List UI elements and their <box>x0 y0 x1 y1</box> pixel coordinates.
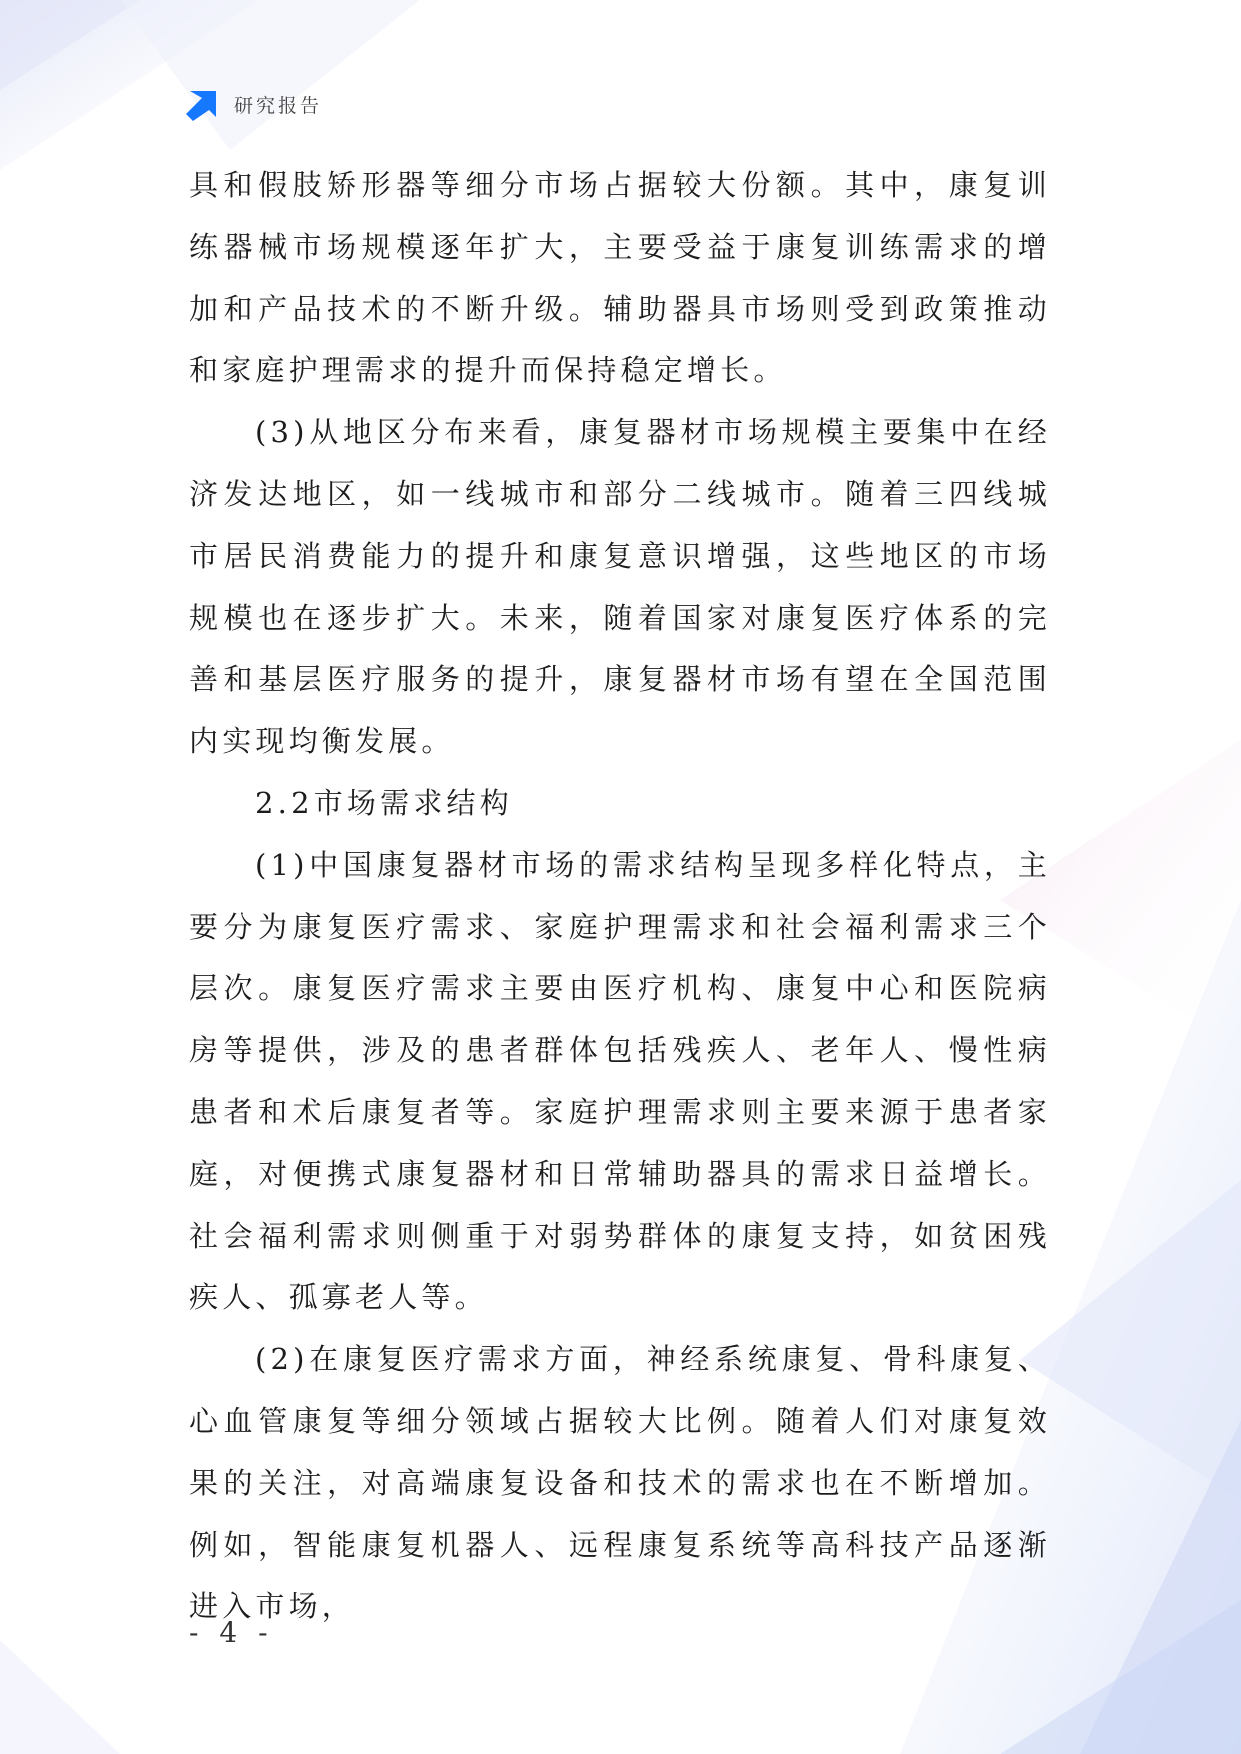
page-number: - 4 - <box>189 1616 274 1649</box>
paragraph-medical-demand: (2)在康复医疗需求方面，神经系统康复、骨科康复、心血管康复等细分领域占据较大比例。随着人们对康复效果的关注，对高端康复设备和技术的需求也在不断增加。例如，智能康复机器人、远程康复系统等高科技产品逐渐进入市场， <box>189 1342 1051 1624</box>
paragraph-regional-distribution: (3)从地区分布来看，康复器材市场规模主要集中在经济发达地区，如一线城市和部分二线城市。随着三四线城市居民消费能力的提升和康复意识增强，这些地区的市场规模也在逐步扩大。未来，随着国家对康复医疗体系的完善和基层医疗服务的提升，康复器材市场有望在全国范围内实现均衡发展。 <box>189 415 1051 759</box>
section-heading: 2.2市场需求结构 <box>255 785 513 820</box>
header-title: 研究报告 <box>234 94 323 117</box>
arrow-up-right-icon <box>186 87 220 121</box>
report-header <box>186 86 322 122</box>
paragraph-continued: 具和假肢矫形器等细分市场占据较大份额。其中，康复训练器械市场规模逐年扩大，主要受益于康复训练需求的增加和产品技术的不断升级。辅助器具市场则受到政策推动和家庭护理需求的提升而保持稳定增长。 <box>189 168 1051 388</box>
paragraph-demand-structure: (1)中国康复器材市场的需求结构呈现多样化特点，主要分为康复医疗需求、家庭护理需求和社会福利需求三个层次。康复医疗需求主要由医疗机构、康复中心和医院病房等提供，涉及的患者群体包括残疾人、老年人、慢性病患者和术后康复者等。家庭护理需求则主要来源于患者家庭，对便携式康复器材和日常辅助器具的需求日益增长。社会福利需求则侧重于对弱势群体的康复支持，如贫困残疾人、孤寡老人等。 <box>189 847 1051 1315</box>
document-body <box>189 155 1051 1638</box>
